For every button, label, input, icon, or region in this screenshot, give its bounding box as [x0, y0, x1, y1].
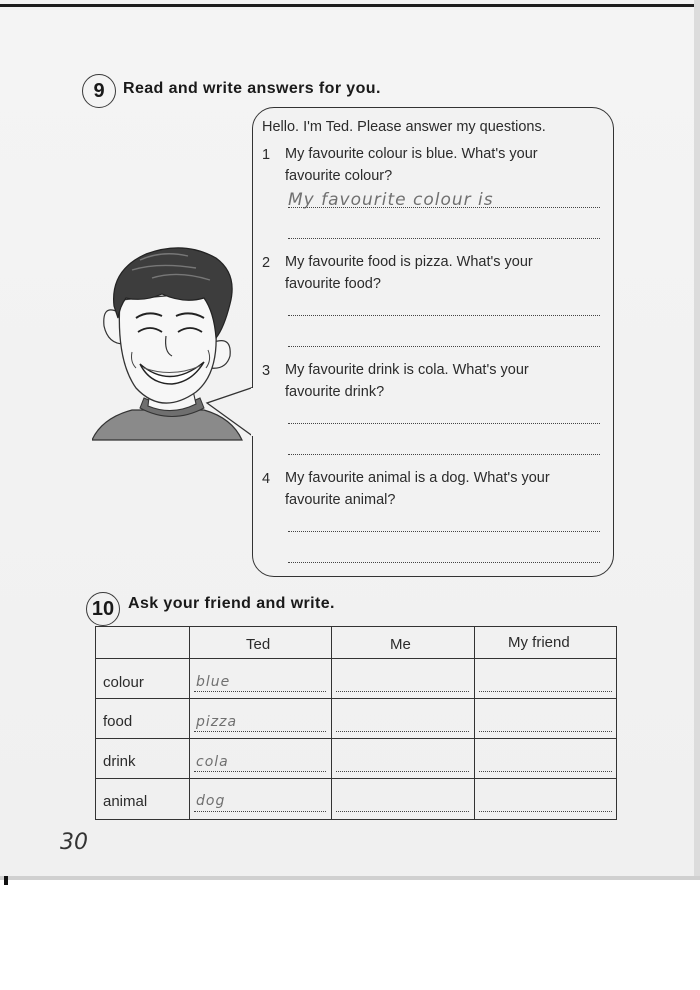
table-row-divider: [96, 658, 616, 659]
me-food-line[interactable]: [336, 731, 469, 732]
speech-bubble-tail: [205, 385, 257, 440]
exercise-10-number: 10: [86, 592, 120, 626]
answer-line-4a[interactable]: [288, 531, 600, 532]
me-drink-line[interactable]: [336, 771, 469, 772]
table-column-divider: [331, 627, 332, 819]
question-4-line-1: My favourite animal is a dog. What's your: [285, 470, 550, 486]
answer-line-3b[interactable]: [288, 454, 600, 455]
me-colour-line[interactable]: [336, 691, 469, 692]
page-number: 30: [60, 830, 88, 855]
question-1-number: 1: [262, 147, 271, 163]
table-row-divider: [96, 778, 616, 779]
question-4-line-2: favourite animal?: [285, 492, 396, 508]
question-3-line-2: favourite drink?: [285, 384, 385, 400]
bubble-tail-join: [251, 388, 255, 436]
table-row-divider: [96, 698, 616, 699]
header-me: Me: [390, 636, 411, 653]
exercise-9-title: Read and write answers for you.: [123, 80, 381, 97]
row-label-food: food: [103, 713, 133, 730]
answer-line-1a[interactable]: [288, 207, 600, 208]
scan-edge-mark: [4, 876, 8, 885]
ted-drink-line[interactable]: [194, 771, 326, 772]
header-ted: Ted: [246, 636, 271, 653]
question-1-handwritten-answer: My favourite colour is: [288, 190, 494, 210]
ted-drink-answer: cola: [196, 754, 229, 770]
ted-food-line[interactable]: [194, 731, 326, 732]
exercise-10-title: Ask your friend and write.: [128, 595, 335, 612]
page-right-shadow: [694, 0, 700, 878]
table-column-divider: [474, 627, 475, 819]
question-2-number: 2: [262, 255, 271, 271]
header-my-friend: My friend: [508, 634, 570, 651]
row-label-colour: colour: [103, 674, 144, 691]
question-3-number: 3: [262, 363, 271, 379]
answer-line-2a[interactable]: [288, 315, 600, 316]
friend-drink-line[interactable]: [479, 771, 612, 772]
friend-colour-line[interactable]: [479, 691, 612, 692]
ted-colour-answer: blue: [196, 674, 231, 690]
question-1-line-2: favourite colour?: [285, 168, 393, 184]
intro-text: Hello. I'm Ted. Please answer my questions.: [262, 119, 546, 135]
answer-line-1b[interactable]: [288, 238, 600, 239]
question-1-line-1: My favourite colour is blue. What's your: [285, 146, 538, 162]
ted-colour-line[interactable]: [194, 691, 326, 692]
exercise-9-number: 9: [82, 74, 116, 108]
ted-animal-line[interactable]: [194, 811, 326, 812]
question-4-number: 4: [262, 471, 271, 487]
question-3-line-1: My favourite drink is cola. What's your: [285, 362, 529, 378]
question-2-line-2: favourite food?: [285, 276, 381, 292]
question-2-line-1: My favourite food is pizza. What's your: [285, 254, 533, 270]
page-bottom-shadow: [0, 876, 700, 880]
table-column-divider: [189, 627, 190, 819]
friend-food-line[interactable]: [479, 731, 612, 732]
favourites-table: [95, 626, 617, 820]
row-label-animal: animal: [103, 793, 148, 810]
answer-line-3a[interactable]: [288, 423, 600, 424]
row-label-drink: drink: [103, 753, 136, 770]
answer-line-2b[interactable]: [288, 346, 600, 347]
answer-line-4b[interactable]: [288, 562, 600, 563]
page-top-edge: [0, 4, 700, 7]
me-animal-line[interactable]: [336, 811, 469, 812]
ted-animal-answer: dog: [196, 793, 226, 809]
table-row-divider: [96, 738, 616, 739]
friend-animal-line[interactable]: [479, 811, 612, 812]
ted-food-answer: pizza: [196, 714, 238, 730]
